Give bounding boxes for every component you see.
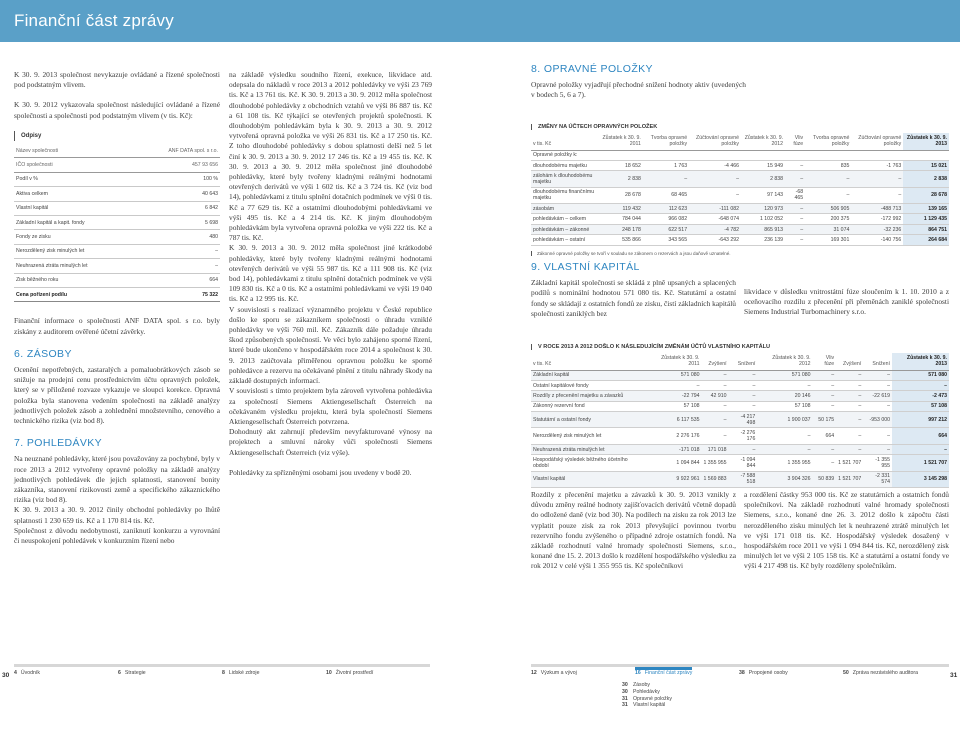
footer-nav-label: Úvodník (20, 670, 40, 676)
table-cell: -953 000 (863, 412, 892, 428)
table-row (14, 158, 220, 172)
table-row (531, 455, 949, 471)
table-cell: 3 145 298 (892, 471, 949, 487)
table-cell: 835 (805, 160, 851, 170)
table-cell: -22 794 (647, 391, 702, 401)
table-cell: – (805, 187, 851, 203)
paragraph: Rozdíly z přecenění majetku a závazků k 30. 9. 2013 vznikly z důvodu změny reálné hodnoty zajišťovacích derivátů včetně dopadů do odložené daně (viz bod 30). Na podílech na zisku za rok 2013 lze vyplatit pouze zisk za rok 2013 převyšující povinnou tvorbu rezervního fondu zvýšeného o případné zdroje ostatních fondů. Na základě rozhodnutí valné hromady společnosti Siemens, s.r.o., konané dne 15. 2. 2013 došlo k rozdělení hospodářského výsledku za rok 2012 v celé výši 1 355 955 tis. Kč společníkovi (531, 490, 736, 571)
column-header: Zúčtování opravné položky (689, 133, 741, 150)
table-cell: Základní kapitál a kapit. fondy (14, 215, 134, 229)
table-header-row (531, 133, 949, 150)
column-header: v tis. Kč (531, 353, 647, 370)
table-cell: – (863, 380, 892, 390)
table-cell: – (813, 455, 837, 471)
table-cell: Zisk běžného roku (14, 273, 134, 287)
footer-nav-label: Finanční část zprávy (644, 670, 693, 676)
table-row (14, 244, 220, 258)
table-cell: -4 466 (689, 160, 741, 170)
table-cell: Vlastní kapitál (531, 471, 647, 487)
table-row (14, 172, 220, 186)
footer-sub-label: Vlastní kapitál (633, 702, 666, 709)
table-cell: -1 094 844 (729, 455, 758, 471)
table-cell: -172 992 (851, 214, 903, 224)
table-row (14, 259, 220, 273)
table-row (531, 380, 949, 390)
table-cell: 57 108 (647, 401, 702, 411)
footer-nav-label: Propojené osoby (748, 670, 788, 676)
table-cell: – (647, 380, 702, 390)
footer-nav-label: Zpráva nezávislého auditora (852, 670, 918, 676)
column-2 (229, 70, 432, 478)
table-cell: Neuhrazená ztráta minulých let (531, 444, 647, 454)
column-header: Zvýšení (701, 353, 728, 370)
table-cell: – (729, 444, 758, 454)
paragraph: K 30. 9. 2012 vykazovala společnost následující ovládané a řízené společnosti a společnosti pod podstatným vlivem (v tis. Kč): (14, 100, 220, 120)
table-cell: Hospodářský výsledek běžného účetního období (531, 455, 647, 471)
footer-sub-label: Zásoby (633, 682, 651, 688)
column-header: Zůstatek k 30. 9. 2012 (757, 353, 812, 370)
column-1 (14, 70, 220, 546)
table-row (531, 214, 949, 224)
table-cell: 784 044 (599, 214, 643, 224)
table-cell: 1 521 707 (892, 455, 949, 471)
footer-nav-propojené-osoby[interactable] (739, 670, 788, 676)
table-cell: 6 842 (134, 201, 220, 215)
table-cell: 997 212 (892, 412, 949, 428)
footer-sub-item[interactable] (622, 689, 672, 696)
footer-nav-lidské-zdroje[interactable] (222, 670, 259, 676)
table-row (531, 370, 949, 380)
column-header: Zůstatek k 30. 9. 2011 (599, 133, 643, 150)
table-cell: – (701, 370, 728, 380)
table-row (14, 144, 220, 158)
table-cell: zásobám (531, 204, 599, 214)
table-cell: -32 236 (851, 224, 903, 234)
table-cell: 1 102 052 (741, 214, 785, 224)
table-row (14, 215, 220, 229)
table-cell: – (836, 444, 863, 454)
table-cell: – (729, 380, 758, 390)
table-cell: Neuhrazená ztráta minulých let (14, 259, 134, 273)
footer-nav-úvodník[interactable] (14, 670, 40, 676)
footer-nav-label: Výzkum a vývoj (540, 670, 577, 676)
table-cell: 75 322 (134, 287, 220, 301)
table-cell: 1 569 883 (701, 471, 728, 487)
section-title-pohledavky: 7. POHLEDÁVKY (14, 437, 103, 450)
table-cell: 664 (813, 428, 837, 444)
table-cell: 571 080 (757, 370, 812, 380)
section-9-after-left (531, 490, 736, 572)
footer-nav-strategie[interactable] (118, 670, 146, 676)
section-title-vlastni-kapital: 9. VLASTNÍ KAPITÁL (531, 261, 640, 273)
equity-table-block (531, 338, 949, 488)
column-header: Vliv fúze (813, 353, 837, 370)
table-cell: 865 913 (741, 224, 785, 234)
table-cell: 2 838 (741, 171, 785, 187)
table-title: V ROCE 2013 A 2012 DOŠLO K NÁSLEDUJÍCÍM ZMĚNÁM ÚČTŮ VLASTNÍHO KAPITÁLU (531, 344, 949, 350)
table-cell: 119 432 (599, 204, 643, 214)
footer-nav-page: 6 (118, 670, 121, 676)
table-cell: -22 619 (863, 391, 892, 401)
table-cell: 1 129 435 (903, 214, 949, 224)
table-cell: 42 910 (701, 391, 728, 401)
table-cell: Aktiva celkem (14, 187, 134, 201)
table-row (531, 235, 949, 245)
table-cell: 571 080 (647, 370, 702, 380)
table-cell: -68 465 (785, 187, 805, 203)
footer-nav-page: 8 (222, 670, 225, 676)
table-row (531, 444, 949, 454)
table-row (531, 401, 949, 411)
table-row (14, 230, 220, 244)
table-cell: 9 922 961 (647, 471, 702, 487)
table-cell: Nerozdělený zisk minulých let (531, 428, 647, 444)
paragraph: Ocenění nepotřebných, zastaralých a pomaluobrátkových zásob se snižuje na prodejní cenu prostřednictvím účtu opravných položek, který se v přiložené rozvaze vykazuje ve sloupci korekce. Opravná položka byla stanovena vedením společnosti na základě analýzy jednotlivých položek zásob a zohlednění množstevního, cenového a technického rizika (viz bod 8). (14, 364, 220, 425)
table-cell: 2 276 176 (647, 428, 702, 444)
table-cell: – (836, 401, 863, 411)
table-cell: 18 652 (599, 160, 643, 170)
table-cell: -1 763 (851, 160, 903, 170)
table-cell: 112 623 (643, 204, 689, 214)
active-marker (635, 667, 692, 670)
table-cell: -7 588 518 (729, 471, 758, 487)
page-footer (0, 664, 960, 730)
footer-sub-item[interactable] (622, 682, 672, 689)
table-row (14, 201, 220, 215)
column-header: Tvorba opravné položky (805, 133, 851, 150)
equity-table (531, 353, 949, 488)
table-cell: -171 018 (647, 444, 702, 454)
footer-sub-page: 31 (622, 702, 628, 709)
table-cell: Název společnosti (14, 144, 134, 158)
footer-nav-page: 4 (14, 670, 17, 676)
column-header: Tvorba opravné položky (643, 133, 689, 150)
table-cell: pohledávkám – ostatní (531, 235, 599, 245)
footer-rule (531, 664, 949, 667)
paragraph: na základě výsledku soudního řízení, exekuce, likvidace atd. odepsala do nákladů v roce 2013 a 2012 pohledávky ve výši 23 769 tis. Kč a 13 761 tis. Kč. K 30. 9. 2013 a 30. 9. 2012 měla společnost dlouhodobé pohledávky z obchodních vztahů ve výši 86 887 tis. Kč a 61 108 tis. Kč týkající se otevřených projektů společnosti. K dlouhodobým pohledávkám byla k 30. 9. 2013 a 30. 9. 2012 vytvořená opravná položka ve výši 26 831 tis. Kč a 17 250 tis. Kč. Z toho dlouhodobé pohledávky s dobou splatnosti delší než 5 let činí k 30. 9. 2013 a 30. 9. 2012 17 246 tis. Kč a 19 455 tis. Kč. K 30. 9. 2013 a 30. 9. 2012 měla společnost jiné dlouhodobé pohledávky, které byly tvořeny kladnými reálnými hodnotami otevřených derivátů ve výši 1 602 tis. Kč a 3 724 tis. Kč (viz bod 14), pohledávkami z titulu splnění dotačních podmínek ve výši 0 tis. Kč a 77 629 tis. Kč a ostatními dlouhodobými pohledávkami ve výši 495 tis. Kč a 4 214 tis. Kč. K jiným dlouhodobým pohledávkám byla vytvořena opravná položka ve výši 222 tis. Kč a 787 tis. Kč. (229, 70, 432, 243)
table-cell: 664 (134, 273, 220, 287)
table-cell: 248 178 (599, 224, 643, 234)
table-row (531, 224, 949, 234)
paragraph: V souvislosti s realizací významného projektu v České republice došlo ke sporu se zákazníkem společnosti o úhradu vzniklé pohledávky ve výši 760 mil. Kč. Zákazník dále požaduje úhradu škod způsobených společností. Ve věci bylo zahájeno sporné řízení, které bude ukončeno v hospodářském roce 2014 a společnost k 30. 9. 2013 zaúčtovala přiměřenou opravnou položku ke sporné pohledávce a rezervu na očekávané plnění z titulu náhrady škody na základě dostupných informací. (229, 304, 432, 386)
footer-sub-label: Pohledávky (633, 688, 660, 695)
table-cell: – (785, 214, 805, 224)
table-cell: 3 904 326 (757, 471, 812, 487)
table-cell: – (701, 380, 728, 390)
table-row (531, 391, 949, 401)
section-title-opravne-polozky: 8. OPRAVNÉ POLOŽKY (531, 63, 653, 75)
table-cell: – (689, 187, 741, 203)
footer-rule (14, 664, 430, 667)
table-cell: – (836, 380, 863, 390)
column-header: Zůstatek k 30. 9. 2013 (903, 133, 949, 150)
table-cell: 169 301 (805, 235, 851, 245)
table-cell: 264 684 (903, 235, 949, 245)
footer-sub-item[interactable] (622, 702, 672, 709)
table-cell: – (892, 444, 949, 454)
table-title: ZMĚNY NA ÚČTECH OPRAVNÝCH POLOŽEK (531, 124, 949, 130)
table-cell: Nerozdělený zisk minulých let (14, 244, 134, 258)
table-cell: – (701, 401, 728, 411)
table-cell: -111 082 (689, 204, 741, 214)
table-cell: 57 108 (892, 401, 949, 411)
table-cell: Opravné položky k: (531, 150, 949, 160)
table-cell: Cena pořízení podílu (14, 287, 134, 301)
table-cell: -488 713 (851, 204, 903, 214)
column-header: Zůstatek k 30. 9. 2011 (647, 353, 702, 370)
section-9-left (531, 262, 736, 319)
table-cell: 1 094 844 (647, 455, 702, 471)
table-cell: 15 949 (741, 160, 785, 170)
table-cell: 343 565 (643, 235, 689, 245)
footer-nav-page: 50 (843, 670, 849, 676)
table-cell: – (757, 428, 812, 444)
table-cell: – (863, 370, 892, 380)
paragraph: Základní kapitál společnosti se skládá z plně upsaných a splacených podílů s nominální hodnotou 571 080 tis. Kč. Statutární a ostatní fondy se skládají z ostatních fondů ze zisku, čistí základních kapitálů společnosti zaniklých bez (531, 278, 736, 318)
table-cell: 120 973 (741, 204, 785, 214)
table-cell: – (863, 444, 892, 454)
table-row-total (14, 287, 220, 301)
footer-nav-label: Lidské zdroje (228, 670, 260, 676)
table-cell: 535 866 (599, 235, 643, 245)
table-cell: 2 838 (599, 171, 643, 187)
table-cell: Základní kapitál (531, 370, 647, 380)
table-cell: – (836, 391, 863, 401)
table-row (531, 471, 949, 487)
page-number-right: 31 (950, 672, 958, 679)
table-cell: -140 756 (851, 235, 903, 245)
table-cell: – (701, 428, 728, 444)
footer-nav-label: Strategie (124, 670, 146, 676)
table-cell: 864 751 (903, 224, 949, 234)
table-cell: Statutární a ostatní fondy (531, 412, 647, 428)
table-cell: -2 331 574 (863, 471, 892, 487)
paragraph: Pohledávky za spřízněnými osobami jsou uvedeny v bodě 20. (229, 467, 412, 477)
table-row (14, 187, 220, 201)
footer-sub-page: 30 (622, 682, 628, 688)
paragraph: Dohodnutý akt zahrnují především nevyfakturované výnosy na projektech a smluvní nároky vůči společnosti Siemens Aktiengesellschaft Österreich (viz výše). (229, 427, 432, 457)
column-header: v tis. Kč (531, 133, 599, 150)
paragraph: V souvislosti s tímto projektem byla zároveň vytvořena pohledávka za společností Siemens Aktiengesellschaft Österreich na očekávaném výsledku projektu, která byla společností Siemens Aktiengesellschaft Österreich potvrzena. (229, 386, 432, 426)
table-cell: – (836, 370, 863, 380)
column-header: Vliv fúze (785, 133, 805, 150)
table-cell: 1 521 707 (836, 471, 863, 487)
footer-sub-page: 30 (622, 688, 628, 695)
table-cell: dlouhodobému majetku (531, 160, 599, 170)
table-cell: – (134, 244, 220, 258)
footer-nav-page: 12 (531, 670, 537, 676)
column-header: Zvýšení (836, 353, 863, 370)
table-cell: 1 763 (643, 160, 689, 170)
allowances-table (531, 133, 949, 246)
footer-nav-page: 16 (635, 670, 641, 676)
table-cell: – (785, 160, 805, 170)
table-cell: pohledávkám – zákonné (531, 224, 599, 234)
table-cell: 622 517 (643, 224, 689, 234)
table-cell: 28 678 (903, 187, 949, 203)
table-cell: pohledávkám – celkem (531, 214, 599, 224)
table-cell: IČO společnosti (14, 158, 134, 172)
table-row (531, 412, 949, 428)
paragraph: K 30. 9. 2013 a 30. 9. 2012 měla společnost jiné krátkodobé pohledávky, které byly tvořeny kladnými reálnými hodnotami otevřených derivátů ve výši 55 987 tis. Kč a 111 908 tis. Kč (viz bod 14), pohledávkami z titulu splnění dotačních podmínek ve výši 109 830 tis. Kč a 0 tis. Kč a ostatními pohledávkami ve výši 19 040 tis. Kč a 12 995 tis. Kč. (229, 243, 432, 304)
table-cell: ANF DATA spol. s r.o. (134, 144, 220, 158)
footer-sub-item[interactable] (622, 696, 672, 703)
table-row (531, 428, 949, 444)
table-cell: Vlastní kapitál (14, 201, 134, 215)
table-cell: – (892, 380, 949, 390)
table-cell: -4 217 498 (729, 412, 758, 428)
table-cell: – (851, 187, 903, 203)
footer-sub-page: 31 (622, 695, 628, 702)
subsidiary-table (14, 144, 220, 302)
footer-nav-zpráva-nezávislého-auditora[interactable] (843, 670, 918, 676)
table-cell: 68 465 (643, 187, 689, 203)
table-cell: 28 678 (599, 187, 643, 203)
table-cell: 31 074 (805, 224, 851, 234)
footer-nav-životní-prostředí[interactable] (326, 670, 373, 676)
table-cell: – (729, 401, 758, 411)
table-cell: -643 292 (689, 235, 741, 245)
table-cell: Fondy ze zisku (14, 230, 134, 244)
footer-nav-page: 38 (739, 670, 745, 676)
page-header (0, 0, 960, 42)
table-cell: -4 782 (689, 224, 741, 234)
table-cell: -648 074 (689, 214, 741, 224)
table-cell: – (813, 401, 837, 411)
paragraph: Opravné položky vyjadřují přechodné snížení hodnoty aktiv (uvedených v bodech 5, 6 a 7). (531, 80, 746, 100)
table-cell: 480 (134, 230, 220, 244)
section-8-intro (531, 64, 746, 101)
table-note: Zákonné opravné položky se tvoří v souladu se zákonem o rezervách a jsou daňově uznatelné. (531, 251, 949, 256)
table-header-row (531, 353, 949, 370)
table-cell: Ostatní kapitálové fondy (531, 380, 647, 390)
table-cell: -1 355 955 (863, 455, 892, 471)
table-row (531, 171, 949, 187)
table-cell: 50 839 (813, 471, 837, 487)
table-cell: – (757, 444, 812, 454)
paragraph: Na neuznané pohledávky, které jsou považovány za pochybné, byly v roce 2013 a 2012 vytvořeny opravné položky na základě analýzy jednotlivých pohledávek dle jejich splatnosti, stanovení bonity zákazníka, stanovení rizikovosti země a specifického zákaznického rizika (viz bod 8). (14, 454, 220, 505)
table-cell: – (729, 370, 758, 380)
table-cell: – (785, 235, 805, 245)
table-cell: 97 143 (741, 187, 785, 203)
paragraph: K 30. 9. 2013 a 30. 9. 2012 činily obchodní pohledávky po lhůtě splatnosti 1 230 659 tis. Kč a 1 170 814 tis. Kč. (14, 505, 220, 525)
table-cell: 664 (892, 428, 949, 444)
table-cell: 2 838 (903, 171, 949, 187)
table-cell: – (689, 171, 741, 187)
table-cell: – (813, 391, 837, 401)
footer-nav-page: 10 (326, 670, 332, 676)
section-9-right (744, 287, 949, 318)
column-header: Snížení (729, 353, 758, 370)
table-cell: – (701, 412, 728, 428)
table-cell: 139 165 (903, 204, 949, 214)
table-cell: 236 139 (741, 235, 785, 245)
table-cell: – (805, 171, 851, 187)
table-cell: Podíl v % (14, 172, 134, 186)
table-subheader-row (531, 150, 949, 160)
table-cell: 57 108 (757, 401, 812, 411)
table-cell: – (643, 171, 689, 187)
table-row (531, 187, 949, 203)
table-cell: 15 021 (903, 160, 949, 170)
table-row (14, 273, 220, 287)
table-cell: – (813, 380, 837, 390)
table-cell: 171 018 (701, 444, 728, 454)
paragraph: Společnost z důvodu nedobytnosti, zaniknutí konkurzu a vyrovnání či neuspokojení pohledávek v konkurzním řízení nebo (14, 525, 220, 545)
column-header: Zůstatek k 30. 9. 2012 (741, 133, 785, 150)
table-cell: Rozdíly z přecenění majetku a závazků (531, 391, 647, 401)
page-title: Finanční část zprávy (14, 11, 174, 30)
column-header: Zúčtování opravné položky (851, 133, 903, 150)
table-cell: – (836, 428, 863, 444)
paragraph: Finanční informace o společnosti ANF DATA spol. s r.o. byly získány z auditorem ověřené účetní závěrky. (14, 316, 220, 336)
section-title-zasoby: 6. ZÁSOBY (14, 347, 72, 360)
table-title: Odpisy (14, 131, 220, 141)
table-cell: – (863, 428, 892, 444)
table-row (531, 160, 949, 170)
table-cell: – (757, 380, 812, 390)
table-cell: 966 082 (643, 214, 689, 224)
table-cell: dlouhodobému finančnímu majetku (531, 187, 599, 203)
table-cell: 506 905 (805, 204, 851, 214)
table-cell: 1 521 707 (836, 455, 863, 471)
table-cell: zálohám k dlouhodobému majetku (531, 171, 599, 187)
table-cell: – (863, 401, 892, 411)
table-cell: 100 % (134, 172, 220, 186)
table-cell: – (851, 171, 903, 187)
table-cell: 1 900 037 (757, 412, 812, 428)
section-9-after-right (744, 490, 949, 572)
column-header: Snížení (863, 353, 892, 370)
table-cell: – (785, 171, 805, 187)
table-cell: 40 643 (134, 187, 220, 201)
table-cell: 1 355 955 (757, 455, 812, 471)
table-cell: 571 080 (892, 370, 949, 380)
page-number-left: 30 (2, 672, 10, 679)
table-cell: -2 276 176 (729, 428, 758, 444)
paragraph: K 30. 9. 2013 společnost nevykazuje ovládané a řízené společnosti pod podstatným vlivem. (14, 70, 220, 90)
column-header: Zůstatek k 30. 9. 2013 (892, 353, 949, 370)
table-cell: 200 375 (805, 214, 851, 224)
table-cell: – (813, 370, 837, 380)
footer-sub-label: Opravné položky (633, 695, 672, 702)
table-cell: 457 93 656 (134, 158, 220, 172)
table-cell: – (785, 204, 805, 214)
table-row (531, 204, 949, 214)
table-cell: Zákonný rezervní fond (531, 401, 647, 411)
table-cell: 20 146 (757, 391, 812, 401)
table-cell: 50 175 (813, 412, 837, 428)
footer-nav-finanční-část-zprávy[interactable] (635, 670, 692, 676)
table-cell: – (813, 444, 837, 454)
table-cell: 5 698 (134, 215, 220, 229)
table-cell: -2 473 (892, 391, 949, 401)
table-cell: 6 117 535 (647, 412, 702, 428)
table-cell: – (836, 412, 863, 428)
paragraph: a rozdělení částky 953 000 tis. Kč ze statutárních a ostatních fondů společníkovi. Na základě rozhodnutí valné hromady společnosti Siemens, s.r.o., konané dne 26. 3. 2012 došlo k zápočtu části nerozděleného zisku minulých let k neuhrazené ztrátě minulých let ve výši 171 018 tis. Kč. Hospodářský výsledek dosažený v hospodářském roce 2011 ve výši 1 094 844 tis. Kč, nerozdělený zisk minulých let ve výši 2 105 158 tis. Kč a statutární a ostatní fondy ve výši 4 217 498 tis. Kč byly rozděleny společníkům. (744, 490, 949, 571)
table-cell: – (134, 259, 220, 273)
footer-nav-label: Životní prostředí (335, 670, 374, 676)
footer-nav-výzkum-a-vývoj[interactable] (531, 670, 577, 676)
table-cell: – (785, 224, 805, 234)
footer-sub-list (622, 682, 672, 709)
paragraph: likvidace v důsledku vnitrostátní fúze sloučením k 1. 10. 2010 a z oceňovacího rozdílu z přecenění při přeměnách zaniklé společnosti Siemens Industrial Turbomachinery s.r.o. (744, 287, 949, 317)
allowances-table-block (531, 118, 949, 256)
table-cell: 1 355 955 (701, 455, 728, 471)
table-cell: – (729, 391, 758, 401)
